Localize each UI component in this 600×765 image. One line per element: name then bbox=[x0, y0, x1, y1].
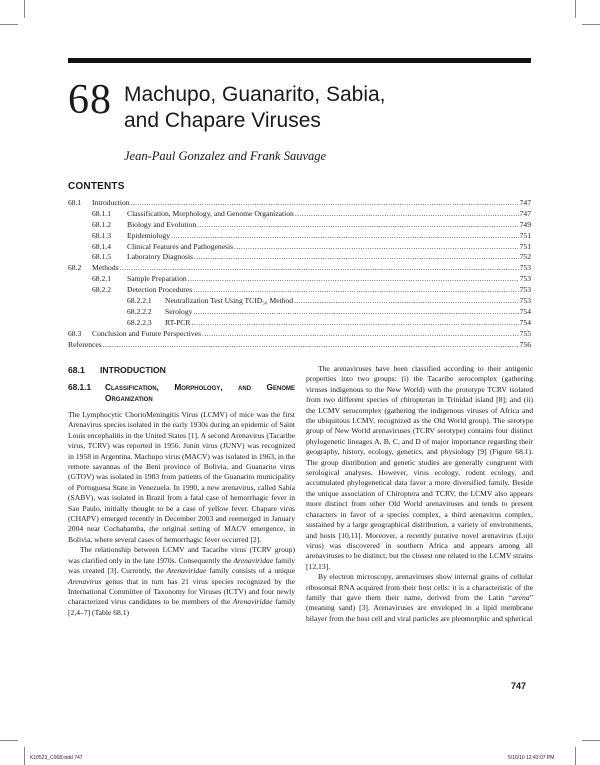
toc-entry-page: 751 bbox=[519, 230, 531, 240]
paragraph: By electron microscopy, arenaviruses show internal grains of cellular ribosomal RNA acquired from their host cells: it is a characteristic of the family that gave them their name, derived from the Latin “arena” (meaning sand) [3]. Arenaviruses are enveloped in a lipid membrane bilayer from the host cell and viral particles are pleomorphic and spherical bbox=[306, 572, 533, 623]
toc-leader-dots bbox=[197, 220, 518, 231]
toc-leader-dots bbox=[202, 329, 519, 340]
toc-entry-page: 753 bbox=[519, 296, 531, 306]
crop-mark bbox=[575, 747, 576, 765]
toc-leader-dots bbox=[191, 318, 518, 329]
toc-entry-title: Methods bbox=[92, 263, 119, 273]
crop-mark bbox=[575, 0, 576, 18]
toc-entry-number: 68.2.2 bbox=[92, 285, 111, 295]
toc-entry-title: Conclusion and Future Perspectives bbox=[92, 328, 202, 338]
toc-entry-title: Biology and Evolution bbox=[127, 219, 197, 229]
chapter-title bbox=[124, 82, 386, 134]
table-of-contents bbox=[68, 198, 531, 350]
toc-entry-references[interactable] bbox=[68, 340, 531, 351]
toc-entry-page: 754 bbox=[519, 317, 531, 327]
contents-heading: CONTENTS bbox=[68, 181, 125, 192]
toc-entry-title: Laboratory Diagnosis bbox=[127, 252, 194, 262]
toc-entry[interactable] bbox=[68, 209, 531, 220]
toc-entry[interactable] bbox=[68, 329, 531, 340]
toc-leader-dots bbox=[103, 340, 519, 351]
toc-leader-dots bbox=[193, 307, 518, 318]
toc-leader-dots bbox=[294, 296, 519, 307]
section-number: 68.1 bbox=[68, 365, 85, 375]
toc-entry-title: Epidemiology bbox=[127, 230, 171, 240]
toc-entry-title: Sample Preparation bbox=[127, 274, 187, 284]
toc-entry-page: 752 bbox=[519, 252, 531, 262]
section-heading bbox=[68, 364, 295, 376]
toc-entry-title: Neutralization Test Using TCID₅₀ Method bbox=[165, 296, 294, 306]
toc-entry-number: 68.2.2.2 bbox=[127, 306, 152, 316]
toc-entry[interactable] bbox=[68, 285, 531, 296]
chapter-top-rule bbox=[68, 58, 531, 63]
toc-entry-page: 756 bbox=[519, 339, 531, 349]
crop-mark bbox=[582, 24, 600, 25]
toc-entry-number: 68.1.2 bbox=[92, 219, 111, 229]
toc-entry-page: 751 bbox=[519, 241, 531, 251]
toc-leader-dots bbox=[171, 231, 519, 242]
chapter-number: 68 bbox=[68, 77, 112, 123]
toc-entry-title: Detection Procedures bbox=[127, 285, 193, 295]
toc-entry-number: 68.1.1 bbox=[92, 208, 111, 218]
toc-entry-title: Introduction bbox=[92, 198, 130, 207]
toc-entry-title: References bbox=[68, 339, 102, 349]
toc-entry-page: 755 bbox=[519, 328, 531, 338]
paragraph: The Lymphocytic ChorioMeningitis Virus (LCMV) of mice was the first Arenavirus species isolated in the early 1930s during an epidemic of Saint Louis encephalitis in the United States [1]. A second Arenavirus (Tacaribe virus, TCRV) was reported in 1956. Junín virus (JUNV) was recognized in 1958 in Argentina. Machupo virus (MACV) was isolated in 1963, in the remote savannas of the Beni province of Bolivia, and Guanarito virus (GTOV) was isolated in 1983 from patients of the Guanarito municipality of Portuguesa State in Venezuela. In 1990, a new arenavirus, called Sabia (SABV), was isolated in Brazil from a fatal case of hemorrhagic fever in Sao Paulo, initially thought to be a case of yellow fever. Chapare virus (CHAPV) emerged recently in December 2003 and reemerged in January 2004 near Cochabamba, the original setting of MACV emergence, in Bolivia, where several cases of hemorrhagic fever occurred [2]. bbox=[68, 410, 295, 544]
toc-entry-number: 68.3 bbox=[68, 328, 82, 338]
subsection-number: 68.1.1 bbox=[68, 382, 92, 392]
toc-entry-number: 68.1.5 bbox=[92, 252, 111, 262]
chapter-title-line-1: Machupo, Guanarito, Sabia, bbox=[124, 83, 386, 106]
toc-entry-title: Serology bbox=[165, 306, 193, 316]
toc-entry[interactable] bbox=[68, 296, 531, 307]
footer-file-slug: K10523_C068.indd 747 bbox=[30, 755, 83, 761]
toc-entry[interactable] bbox=[68, 198, 531, 209]
toc-entry-number: 68.2 bbox=[68, 263, 82, 273]
paragraph: The relationship between LCMV and Tacaribe virus (TCRV group) was clarified only in the late 1970s. Consequently the Arenaviridae family was created [3]. Currently, the Arenaviridae family consists of a unique Arenavirus genus that in turn has 21 virus species recognized by the International Committee of Taxonomy for Viruses (ICTV) and four newly characterized virus candidates to be members of the Arenaviridae family [2,4–7] (Table 68.1) bbox=[68, 545, 295, 617]
toc-entry-number: 68.1.3 bbox=[92, 230, 111, 240]
toc-leader-dots bbox=[120, 263, 519, 274]
footer-date: 5/16/10 12:43:07 PM bbox=[508, 755, 555, 761]
crop-mark bbox=[0, 740, 18, 741]
left-text-column bbox=[68, 364, 295, 618]
chapter-authors: Jean-Paul Gonzalez and Frank Sauvage bbox=[124, 149, 327, 163]
toc-leader-dots bbox=[193, 285, 518, 296]
toc-entry[interactable] bbox=[68, 307, 531, 318]
toc-entry-page: 747 bbox=[519, 208, 531, 218]
toc-leader-dots bbox=[131, 198, 519, 209]
toc-entry[interactable] bbox=[68, 318, 531, 329]
toc-leader-dots bbox=[188, 274, 519, 285]
crop-mark bbox=[24, 0, 25, 18]
right-text-column bbox=[306, 364, 533, 624]
crop-mark bbox=[0, 24, 18, 25]
toc-leader-dots bbox=[194, 252, 519, 263]
paragraph: The arenaviruses have been classified according to their antigenic properties into two groups: (i) the Tacaribe serocomplex (gathering viruses indigenous to the New World) with the prototype TCRV isolated from two different species of chiropteran in Trinidad island [8]; and (ii) the LCMV serocomplex (gathering the indigenous viruses of Africa and the ubiquitous LCMV, recognized as the Old World group). The serotype group of New World arenaviruses (TCRV serotype) contains four distinct phylogenetic lineages A, B, C, and D of major importance regarding their geography, history, ecology, genetics, and physiology [9] (Figure 68.1). The group distribution and genetic studies are generally congruent with serological analyses. However, virus ecology, rodent ecology, and accumulated phylogenetical data favor a more diversified family. Beside the unique association of Chiroptera and TCRV, the LCMV also appears more distinct from other Old World arenaviruses and tends to present characters in favor of a species complex, a third arenavirus complex, sustained by a large geographical distribution, a variety of environments, and hosts [10,11]. Moreover, a recently putative novel arenavirus (Lujo virus) was discovered in southern Africa and appears among all arenaviruses to be distinct, but the closest one related to the LCMV strains [12,13]. bbox=[306, 364, 533, 571]
toc-entry-page: 753 bbox=[519, 285, 531, 295]
subsection-heading bbox=[68, 382, 295, 404]
toc-entry-title: RT-PCR bbox=[165, 317, 191, 327]
toc-entry-page: 749 bbox=[519, 219, 531, 229]
toc-entry-number: 68.2.2.1 bbox=[127, 296, 152, 306]
page-number: 747 bbox=[511, 681, 527, 691]
toc-entry[interactable] bbox=[68, 263, 531, 274]
crop-mark bbox=[24, 747, 25, 765]
toc-entry[interactable] bbox=[68, 242, 531, 253]
toc-entry[interactable] bbox=[68, 274, 531, 285]
toc-entry[interactable] bbox=[68, 220, 531, 231]
toc-entry-page: 753 bbox=[519, 263, 531, 273]
toc-entry-page: 747 bbox=[519, 198, 531, 207]
toc-leader-dots bbox=[295, 209, 519, 220]
toc-entry[interactable] bbox=[68, 231, 531, 242]
toc-leader-dots bbox=[234, 242, 519, 253]
toc-entry-page: 754 bbox=[519, 306, 531, 316]
crop-mark bbox=[582, 740, 600, 741]
toc-entry-number: 68.1 bbox=[68, 198, 82, 207]
toc-entry-title: Clinical Features and Pathogenesis bbox=[127, 241, 234, 251]
toc-entry-page: 753 bbox=[519, 274, 531, 284]
section-title: INTRODUCTION bbox=[100, 365, 166, 375]
toc-entry-number: 68.1.4 bbox=[92, 241, 111, 251]
toc-entry-number: 68.2.2.3 bbox=[127, 317, 152, 327]
toc-entry-number: 68.2.1 bbox=[92, 274, 111, 284]
toc-entry[interactable] bbox=[68, 252, 531, 263]
toc-entry-title: Classification, Morphology, and Genome Organization bbox=[127, 208, 294, 218]
subsection-title: Classification, Morphology, and Genome Organization bbox=[105, 382, 295, 403]
chapter-title-line-2: and Chapare Viruses bbox=[124, 109, 321, 132]
